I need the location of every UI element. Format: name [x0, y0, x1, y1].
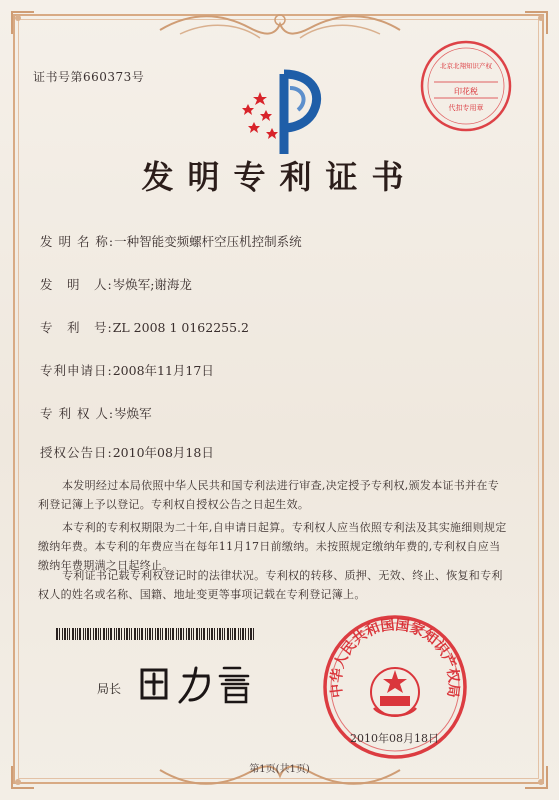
grant-date-value: 2010年08月18日	[112, 445, 214, 460]
paragraph-term: 本专利的专利权期限为二十年,自申请日起算。专利权人应当依照专利法及其实施细则规定缴纳年费。本专利的年费应当在每年11月17日前缴纳。未按照规定缴纳年费的,专利权自应当缴纳年费期满之日起终止。	[38, 521, 507, 572]
inventors-value: 岑焕军;谢海龙	[112, 277, 192, 292]
field-filing-date	[40, 361, 214, 379]
svg-text:中华人民共和国国家知识产权局: 中华人民共和国国家知识产权局	[328, 617, 462, 699]
barcode	[56, 628, 256, 640]
certificate-title: 发明专利证书	[141, 158, 418, 196]
svg-text:代扣专用章: 代扣专用章	[448, 104, 484, 112]
sipo-logo-icon	[232, 66, 332, 156]
field-patent-number	[40, 318, 249, 336]
corner-ornament-tl	[8, 8, 38, 38]
inventors-label: 发 明 人:	[40, 277, 113, 292]
director-signature	[136, 660, 276, 706]
svg-text:北京北翔知识产权: 北京北翔知识产权	[440, 62, 492, 70]
seal-date: 2010年08月18日	[350, 732, 439, 745]
patentee-label: 专 利 权 人:	[40, 406, 115, 421]
field-grant-date	[40, 443, 214, 461]
filing-date-label: 专利申请日:	[40, 363, 113, 378]
top-ornament	[150, 10, 410, 48]
patent-number-value: ZL 2008 1 0162255.2	[112, 320, 249, 335]
tax-agent-stamp	[418, 38, 514, 134]
field-invention-name	[40, 232, 302, 250]
field-inventors	[40, 275, 192, 293]
director-label: 局长	[97, 682, 122, 696]
paragraph-legal-status: 专利证书记载专利权登记时的法律状况。专利权的转移、质押、无效、终止、恢复和专利权人的姓名或名称、国籍、地址变更等事项记载在专利登记簿上。	[38, 569, 503, 601]
paragraph-grant: 本发明经过本局依照中华人民共和国专利法进行审查,决定授予专利权,颁发本证书并在专利登记簿上予以登记。专利权自授权公告之日起生效。	[38, 479, 499, 511]
filing-date-value: 2008年11月17日	[112, 363, 214, 378]
patentee-value: 岑焕军	[114, 406, 152, 421]
invention-name-label: 发 明 名 称:	[40, 234, 115, 249]
corner-ornament-tr	[521, 8, 551, 38]
svg-text:印花税: 印花税	[454, 87, 478, 96]
patent-number-label: 专 利 号:	[40, 320, 113, 335]
invention-name-value: 一种智能变频螺杆空压机控制系统	[114, 234, 302, 249]
certificate-number: 证书号第660373号	[33, 70, 145, 84]
field-patentee	[40, 404, 152, 422]
grant-date-label: 授权公告日:	[40, 445, 113, 460]
page-number: 第1页(共1页)	[249, 764, 310, 775]
